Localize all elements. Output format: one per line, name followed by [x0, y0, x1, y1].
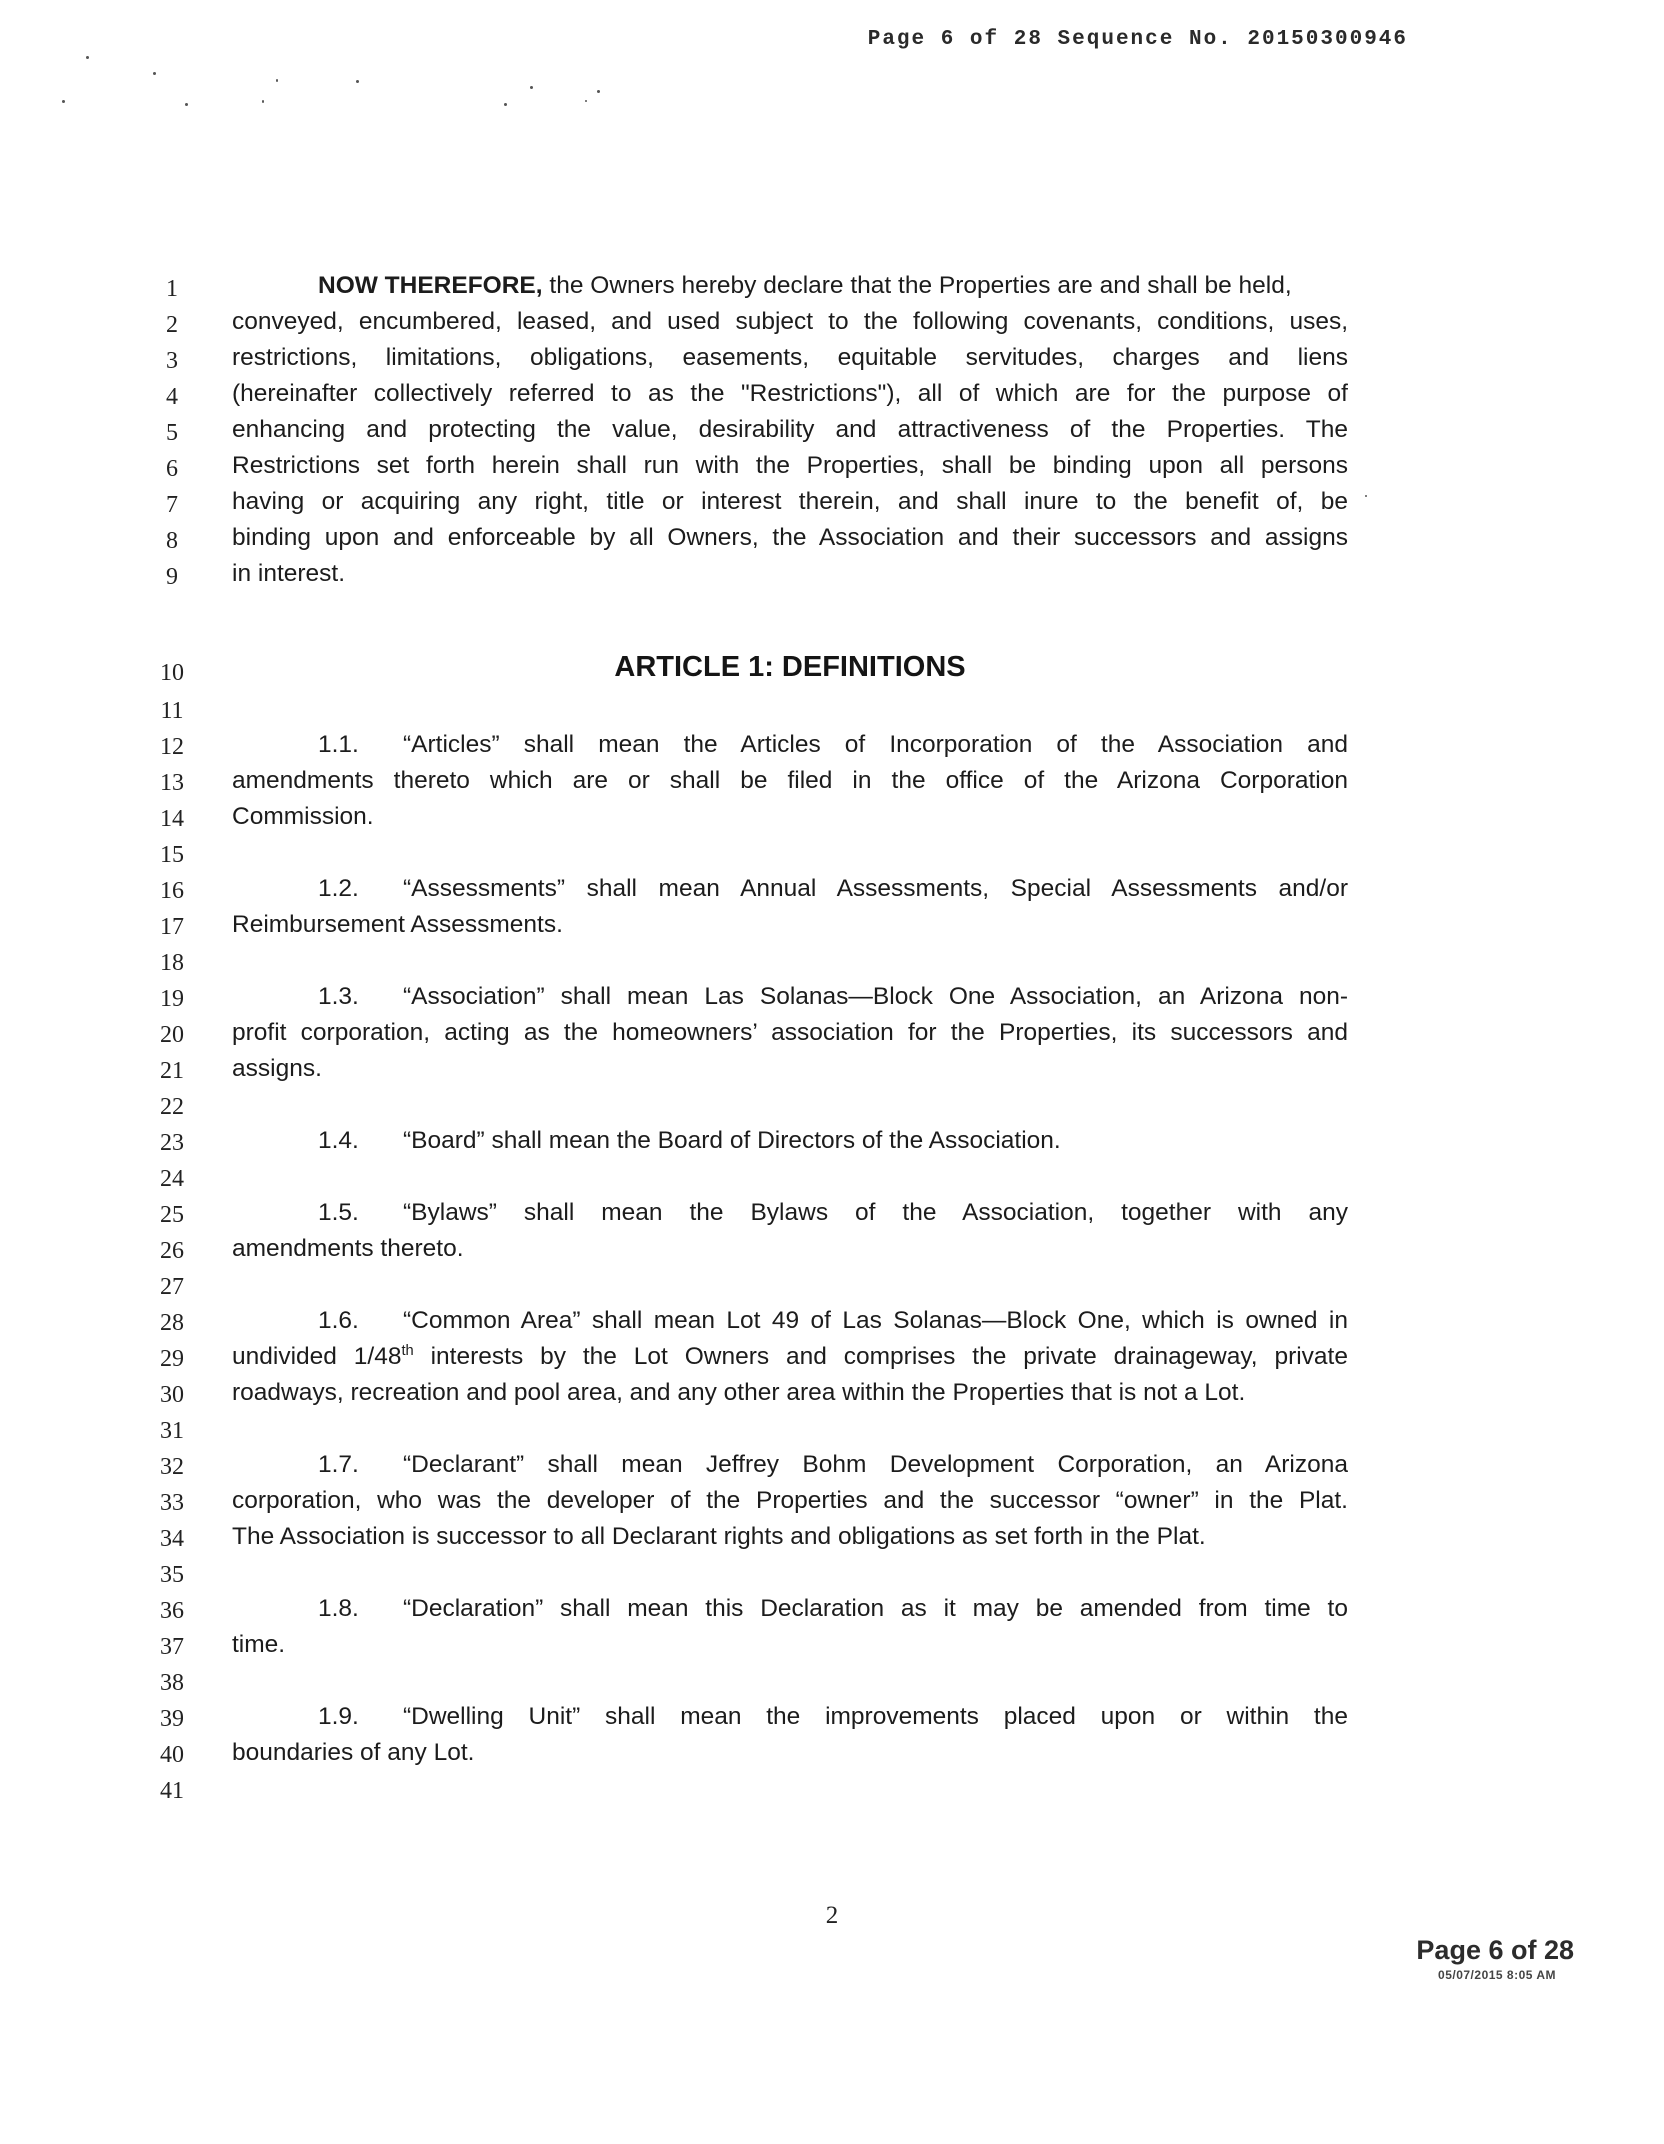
line-number: 28 — [160, 1310, 184, 1336]
section-number: 1.2. — [318, 875, 359, 902]
scan-speck — [504, 103, 507, 106]
definition-text: “Bylaws” shall mean the Bylaws of the Association, together with any — [403, 1199, 1348, 1226]
page-number: 2 — [825, 1902, 839, 1929]
definition-1-3-line-3: assigns. — [232, 1055, 322, 1082]
line-number: 4 — [166, 384, 178, 410]
definition-1-9-line-1 — [318, 1705, 1348, 1730]
line-number: 13 — [160, 770, 184, 796]
line-number: 27 — [160, 1274, 184, 1300]
section-number: 1.6. — [318, 1307, 359, 1334]
section-number: 1.9. — [318, 1703, 359, 1730]
preamble-line-5: enhancing and protecting the value, desirability and attractiveness of the Properties. The — [232, 416, 1348, 443]
definition-1-5-line-1 — [318, 1201, 1348, 1226]
definition-text: “Declaration” shall mean this Declaration as it may be amended from time to — [403, 1595, 1348, 1622]
line-number: 31 — [160, 1418, 184, 1444]
line-number: 19 — [160, 986, 184, 1012]
definition-text: interests by the Lot Owners and comprises the private drainageway, private — [413, 1343, 1348, 1370]
definition-1-8-line-1 — [318, 1597, 1348, 1622]
ordinal-superscript: th — [401, 1342, 414, 1359]
definition-1-7-line-2: corporation, who was the developer of the Properties and the successor “owner” in the Plat. — [232, 1487, 1348, 1514]
line-number: 41 — [160, 1778, 184, 1804]
definition-text: “Declarant” shall mean Jeffrey Bohm Development Corporation, an Arizona — [403, 1451, 1348, 1478]
section-number: 1.3. — [318, 983, 359, 1010]
preamble-line-4: (hereinafter collectively referred to as the "Restrictions"), all of which are for the purpose of — [232, 380, 1348, 407]
definition-1-7-line-1 — [318, 1453, 1348, 1478]
definition-text: “Common Area” shall mean Lot 49 of Las Solanas—Block One, which is owned in — [403, 1307, 1348, 1334]
definition-1-6-line-1 — [318, 1309, 1348, 1334]
definition-1-8-line-2: time. — [232, 1631, 286, 1658]
preamble-line-1 — [318, 274, 1348, 299]
definition-text: “Assessments” shall mean Annual Assessments, Special Assessments and/or — [403, 875, 1348, 902]
definition-1-5-line-2: amendments thereto. — [232, 1235, 464, 1262]
scan-speck — [62, 100, 65, 103]
article-heading: ARTICLE 1: DEFINITIONS — [614, 651, 966, 683]
preamble-line-8: binding upon and enforceable by all Owners, the Association and their successors and assigns — [232, 524, 1348, 551]
line-number: 35 — [160, 1562, 184, 1588]
preamble-line-9: in interest. — [232, 560, 346, 587]
scan-speck — [1365, 495, 1367, 497]
preamble-line-2: conveyed, encumbered, leased, and used subject to the following covenants, conditions, uses, — [232, 308, 1348, 335]
line-number: 6 — [166, 456, 178, 482]
line-number: 40 — [160, 1742, 184, 1768]
line-number: 17 — [160, 914, 184, 940]
section-number: 1.4. — [318, 1127, 359, 1154]
scan-speck — [597, 90, 600, 93]
definition-text: undivided 1/48 — [232, 1343, 402, 1370]
line-number: 34 — [160, 1526, 184, 1552]
definition-1-2-line-2: Reimbursement Assessments. — [232, 911, 563, 938]
header-sequence-line: Page 6 of 28 Sequence No. 20150300946 — [867, 28, 1408, 51]
line-number: 29 — [160, 1346, 184, 1372]
section-number: 1.7. — [318, 1451, 359, 1478]
line-number: 10 — [160, 660, 184, 686]
line-number: 20 — [160, 1022, 184, 1048]
line-number: 32 — [160, 1454, 184, 1480]
footer-date-stamp: 05/07/2015 8:05 AM — [1438, 1968, 1556, 1982]
preamble-line-7: having or acquiring any right, title or interest therein, and shall inure to the benefit of, be — [232, 488, 1348, 515]
scan-speck — [356, 80, 359, 83]
definition-1-3-line-1 — [318, 985, 1348, 1010]
line-number: 11 — [160, 698, 184, 724]
preamble-line-6: Restrictions set forth herein shall run with the Properties, shall be binding upon all persons — [232, 452, 1348, 479]
line-number: 7 — [166, 492, 178, 518]
line-number: 26 — [160, 1238, 184, 1264]
line-number: 12 — [160, 734, 184, 760]
section-number: 1.1. — [318, 731, 359, 758]
line-number: 24 — [160, 1166, 184, 1192]
line-number: 5 — [166, 420, 178, 446]
section-number: 1.5. — [318, 1199, 359, 1226]
definition-1-1-line-1 — [318, 733, 1348, 758]
line-number: 25 — [160, 1202, 184, 1228]
line-number: 21 — [160, 1058, 184, 1084]
line-number: 1 — [166, 276, 178, 302]
definition-1-7-line-3: The Association is successor to all Declarant rights and obligations as set forth in the Plat. — [232, 1523, 1206, 1550]
line-number: 39 — [160, 1706, 184, 1732]
definition-1-3-line-2: profit corporation, acting as the homeowners’ association for the Properties, its successors and — [232, 1019, 1348, 1046]
line-number: 33 — [160, 1490, 184, 1516]
definition-1-6-line-3: roadways, recreation and pool area, and any other area within the Properties that is not a Lot. — [232, 1379, 1246, 1406]
line-number: 3 — [166, 348, 178, 374]
definition-1-6-line-2 — [232, 1342, 1348, 1370]
definition-1-2-line-1 — [318, 877, 1348, 902]
scan-speck — [262, 100, 264, 103]
definition-text: “Board” shall mean the Board of Directors of the Association. — [403, 1127, 1061, 1154]
line-number: 23 — [160, 1130, 184, 1156]
line-number: 14 — [160, 806, 184, 832]
scan-speck — [153, 72, 156, 75]
preamble-line-3: restrictions, limitations, obligations, easements, equitable servitudes, charges and liens — [232, 344, 1348, 371]
definition-1-9-line-2: boundaries of any Lot. — [232, 1739, 475, 1766]
scan-speck — [530, 86, 533, 89]
line-number: 18 — [160, 950, 184, 976]
line-number: 36 — [160, 1598, 184, 1624]
line-number: 30 — [160, 1382, 184, 1408]
section-number: 1.8. — [318, 1595, 359, 1622]
preamble-line-1-text: the Owners hereby declare that the Properties are and shall be held, — [542, 272, 1292, 299]
definition-text: “Dwelling Unit” shall mean the improvements placed upon or within the — [403, 1703, 1348, 1730]
scan-speck — [585, 100, 587, 102]
definition-text: “Articles” shall mean the Articles of Incorporation of the Association and — [403, 731, 1348, 758]
line-number: 2 — [166, 312, 178, 338]
scan-speck — [185, 103, 188, 106]
line-number: 16 — [160, 878, 184, 904]
footer-page-stamp: Page 6 of 28 — [1416, 1935, 1574, 1965]
definition-1-1-line-2: amendments thereto which are or shall be filed in the office of the Arizona Corporation — [232, 767, 1348, 794]
line-number: 8 — [166, 528, 178, 554]
definition-1-4-line-1 — [318, 1129, 1348, 1154]
definition-text: “Association” shall mean Las Solanas—Block One Association, an Arizona non- — [403, 983, 1348, 1010]
line-number: 22 — [160, 1094, 184, 1120]
line-number: 15 — [160, 842, 184, 868]
definition-1-1-line-3: Commission. — [232, 803, 374, 830]
line-number: 38 — [160, 1670, 184, 1696]
line-number: 37 — [160, 1634, 184, 1660]
line-number: 9 — [166, 564, 178, 590]
scan-speck — [276, 79, 278, 82]
scan-speck — [86, 56, 89, 59]
preamble-lead: NOW THEREFORE, — [318, 272, 543, 299]
